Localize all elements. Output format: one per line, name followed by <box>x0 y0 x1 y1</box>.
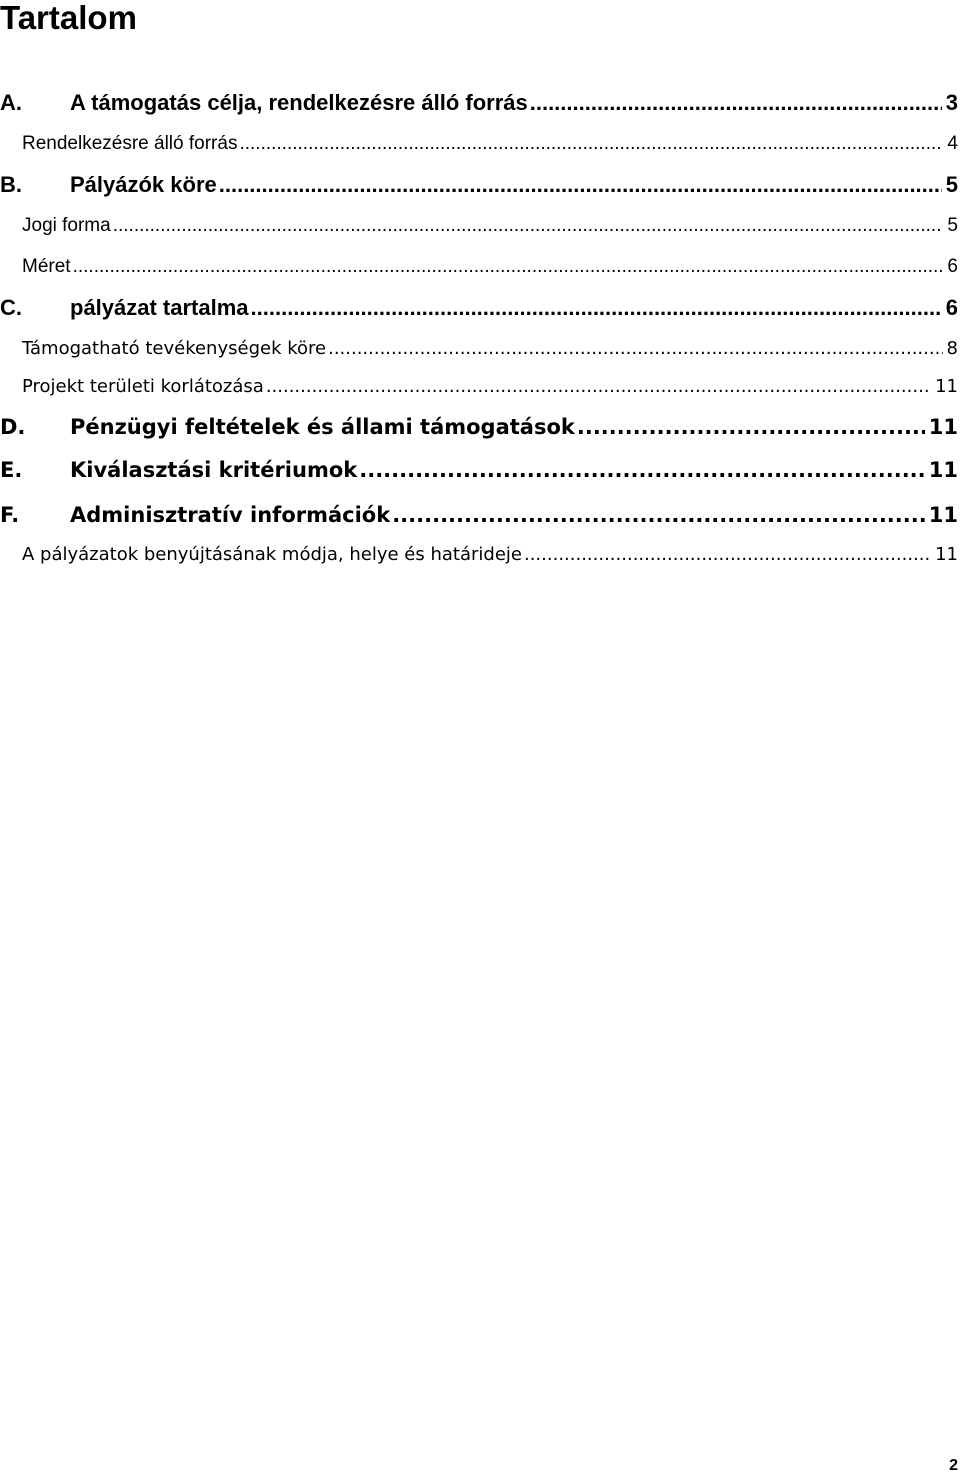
toc-entry-a[interactable] <box>0 88 960 118</box>
page-title: Tartalom <box>0 0 137 36</box>
toc-entry-b-jogi-forma[interactable] <box>0 211 960 241</box>
toc-entry-letter: C. <box>0 295 22 320</box>
toc-entry-letter: F. <box>0 503 20 527</box>
toc-entry-letter: B. <box>0 172 22 197</box>
toc-page-number: 11 <box>928 415 958 439</box>
toc-dot-leader <box>239 129 943 159</box>
toc-page-number: 11 <box>935 544 958 565</box>
toc-page-number: 8 <box>946 338 958 359</box>
toc-entry-c-tamogathato[interactable] <box>0 334 960 364</box>
toc-page-number: 4 <box>947 133 958 154</box>
toc-entry-e[interactable] <box>0 455 960 485</box>
toc-entry-title: Jogi forma <box>22 215 111 236</box>
toc-entry-letter: A. <box>0 90 22 115</box>
toc-page-number: 11 <box>928 503 958 527</box>
toc-dot-leader <box>524 540 931 570</box>
toc-dot-leader <box>266 372 931 402</box>
toc-entry-title: Kiválasztási kritériumok <box>70 458 358 482</box>
toc-entry-title: Rendelkezésre álló forrás <box>22 133 238 154</box>
toc-dot-leader <box>219 170 942 200</box>
toc-entry-f[interactable] <box>0 500 960 530</box>
toc-entry-title: pályázat tartalma <box>70 295 249 320</box>
toc-page-number: 6 <box>947 256 958 277</box>
toc-entry-title: Projekt területi korlátozása <box>22 376 264 397</box>
toc-entry-title: Adminisztratív információk <box>70 503 391 527</box>
toc-dot-leader <box>73 252 944 282</box>
toc-page-number: 11 <box>928 458 958 482</box>
toc-entry-b[interactable] <box>0 170 960 200</box>
toc-dot-leader <box>251 293 942 323</box>
toc-entry-f-benyujtas[interactable] <box>0 540 960 570</box>
toc-entry-title: Támogatható tevékenységek köre <box>22 338 327 359</box>
toc-page-number: 5 <box>945 172 958 197</box>
toc-entry-letter: D. <box>0 415 26 439</box>
toc-page-number: 3 <box>945 90 958 115</box>
page-number: 2 <box>949 1457 958 1474</box>
toc-dot-leader <box>530 88 942 118</box>
toc-dot-leader <box>328 334 942 364</box>
toc-entry-title: Pályázók köre <box>70 172 217 197</box>
toc-dot-leader <box>113 211 944 241</box>
toc-entry-title: Méret <box>22 256 71 277</box>
toc-page-number: 6 <box>945 295 958 320</box>
toc-entry-title: A pályázatok benyújtásának módja, helye és határideje <box>22 544 522 565</box>
toc-dot-leader <box>359 455 925 485</box>
toc-entry-b-meret[interactable] <box>0 252 960 282</box>
toc-entry-c-projekt[interactable] <box>0 372 960 402</box>
toc-entry-c[interactable] <box>0 293 960 323</box>
toc-dot-leader <box>577 412 925 442</box>
toc-entry-d[interactable] <box>0 412 960 442</box>
toc-entry-title: Pénzügyi feltételek és állami támogatások <box>70 415 575 439</box>
toc-page-number: 11 <box>935 376 958 397</box>
toc-page-number: 5 <box>947 215 958 236</box>
toc-dot-leader <box>392 500 925 530</box>
toc-entry-title: A támogatás célja, rendelkezésre álló forrás <box>70 90 528 115</box>
toc-entry-a-rendelkezesre[interactable] <box>0 129 960 159</box>
toc-entry-letter: E. <box>0 458 23 482</box>
